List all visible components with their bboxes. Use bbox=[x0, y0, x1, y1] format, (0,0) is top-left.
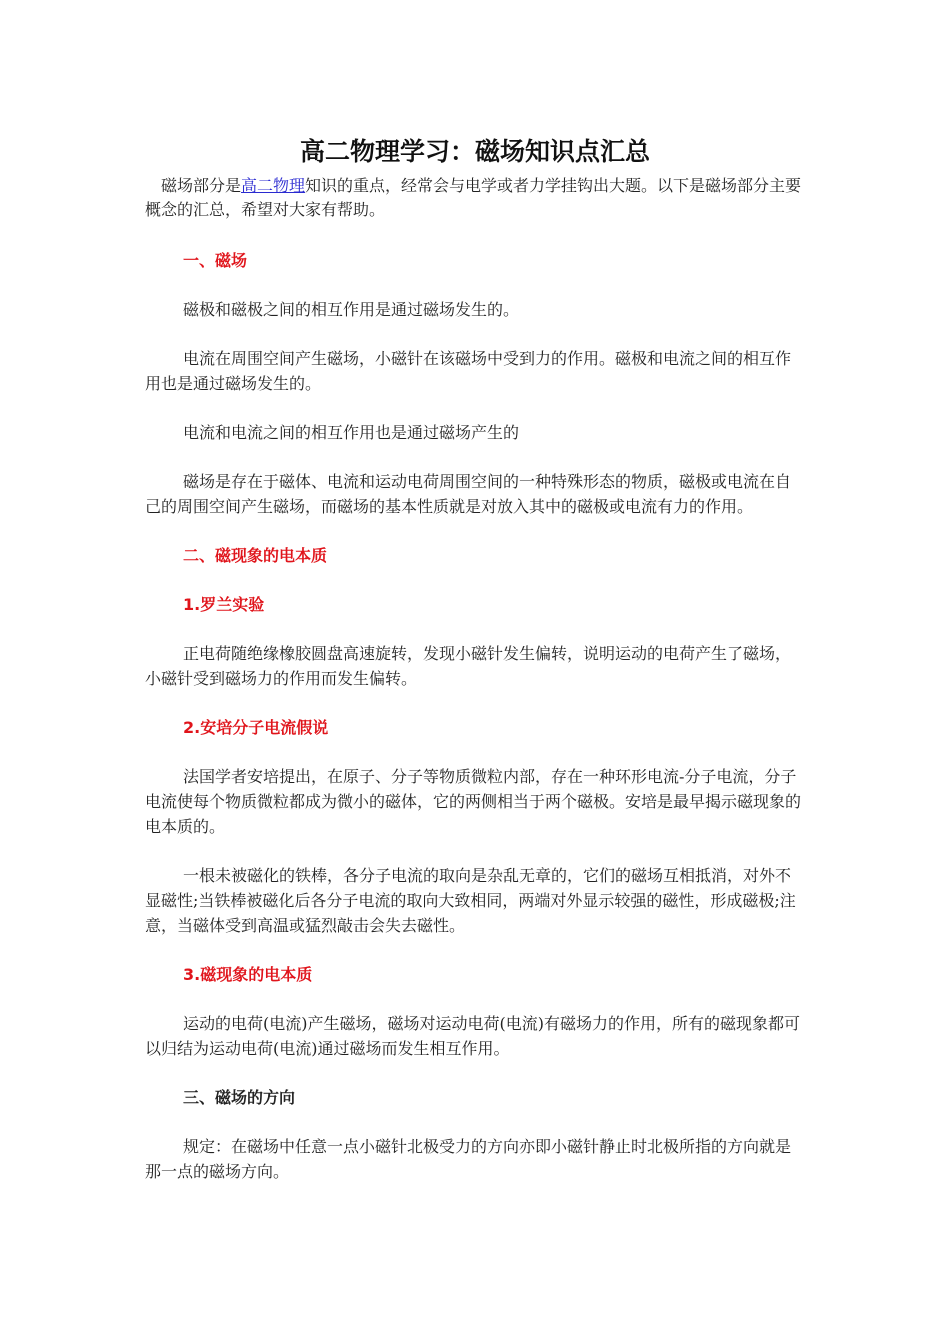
document-page bbox=[145, 130, 805, 1184]
page-title: 高二物理学习：磁场知识点汇总 bbox=[299, 137, 650, 166]
paragraph: 电流和电流之间的相互作用也是通过磁场产生的 bbox=[183, 423, 520, 442]
paragraph: 正电荷随绝缘橡胶圆盘高速旋转，发现小磁针发生偏转，说明运动的电荷产生了磁场，小磁针受到磁场力的作用而发生偏转。 bbox=[145, 644, 792, 688]
paragraph: 电流在周围空间产生磁场，小磁针在该磁场中受到力的作用。磁极和电流之间的相互作用也是通过磁场发生的。 bbox=[145, 349, 792, 393]
section-heading-magnetic-field: 一、磁场 bbox=[183, 251, 248, 270]
paragraph: 规定：在磁场中任意一点小磁针北极受力的方向亦即小磁针静止时北极所指的方向就是那一点的磁场方向。 bbox=[145, 1137, 792, 1181]
paragraph: 运动的电荷(电流)产生磁场，磁场对运动电荷(电流)有磁场力的作用，所有的磁现象都可以归结为运动电荷(电流)通过磁场而发生相互作用。 bbox=[145, 1014, 800, 1058]
section-heading-electric-nature: 二、磁现象的电本质 bbox=[183, 546, 328, 565]
intro-paragraph bbox=[145, 174, 805, 222]
intro-text-after: 知识的重点，经常会与电学或者力学挂钩出大题。以下是磁场部分主要概念的汇总，希望对大家有帮助。 bbox=[145, 176, 802, 219]
intro-text-before: 磁场部分是 bbox=[161, 176, 242, 195]
paragraph: 磁极和磁极之间的相互作用是通过磁场发生的。 bbox=[183, 300, 520, 319]
section-heading-field-direction: 三、磁场的方向 bbox=[183, 1088, 296, 1107]
paragraph: 一根未被磁化的铁棒，各分子电流的取向是杂乱无章的，它们的磁场互相抵消，对外不显磁性;当铁棒被磁化后各分子电流的取向大致相同，两端对外显示较强的磁性，形成磁极;注意，当磁体受到高温或猛烈敲击会失去磁性。 bbox=[145, 866, 796, 935]
subheading-electric-nature-of-magnetism: 3.磁现象的电本质 bbox=[183, 965, 313, 984]
paragraph: 磁场是存在于磁体、电流和运动电荷周围空间的一种特殊形态的物质，磁极或电流在自己的周围空间产生磁场，而磁场的基本性质就是对放入其中的磁极或电流有力的作用。 bbox=[145, 472, 792, 516]
physics-link[interactable]: 高二物理 bbox=[241, 176, 306, 195]
paragraph: 法国学者安培提出，在原子、分子等物质微粒内部，存在一种环形电流-分子电流，分子电流使每个物质微粒都成为微小的磁体，它的两侧相当于两个磁极。安培是最早揭示磁现象的电本质的。 bbox=[145, 767, 802, 836]
subheading-ampere-hypothesis: 2.安培分子电流假说 bbox=[183, 718, 329, 737]
subheading-rowland-experiment: 1.罗兰实验 bbox=[183, 595, 265, 614]
